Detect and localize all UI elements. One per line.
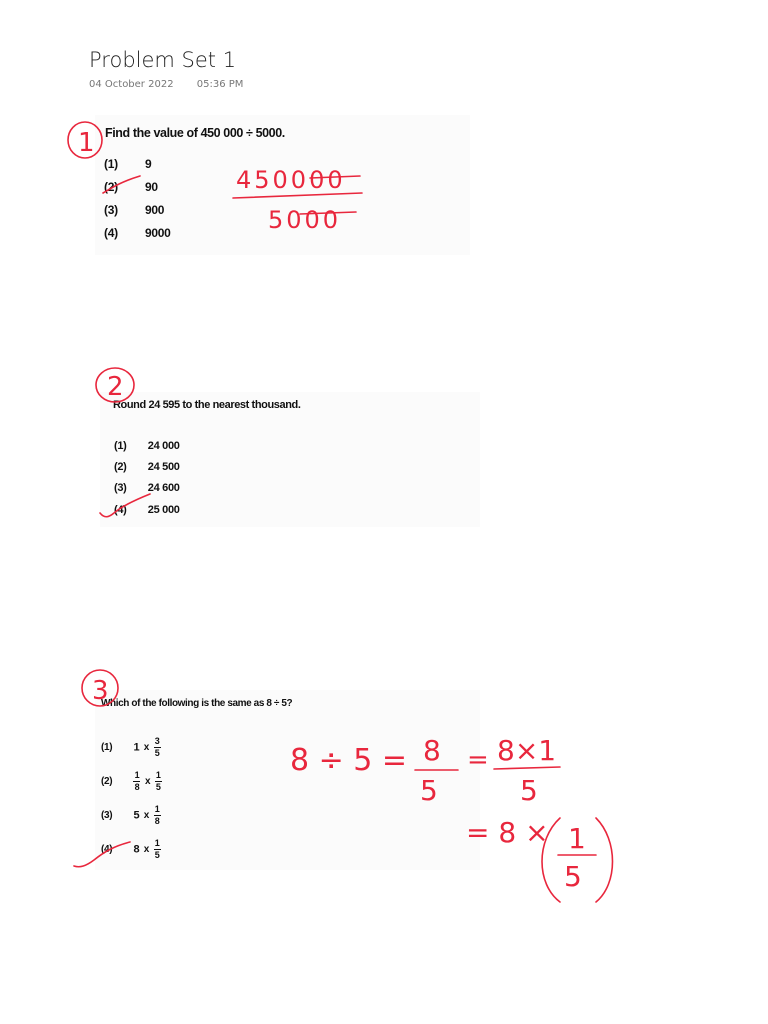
q3-working-frac3-den: 5 [564, 860, 582, 893]
q1-option-4-value: 9000 [145, 226, 171, 240]
q3-working-frac1-den: 5 [420, 774, 438, 807]
q3-working-left-paren [542, 818, 560, 902]
q2-option-2 [114, 461, 180, 473]
q3-option-2-fraction-b [155, 771, 162, 792]
q1-option-3 [104, 203, 164, 217]
q3-option-3 [101, 805, 161, 826]
q3-option-1-times: x [143, 742, 150, 753]
q3-option-4 [101, 839, 161, 860]
q3-option-4-den: 5 [154, 850, 160, 860]
q1-option-2 [104, 180, 158, 194]
q3-option-2-label: (2) [101, 776, 113, 787]
q1-working-numerator: 450000 [236, 166, 346, 194]
q3-option-4-times: x [143, 844, 150, 855]
q3-option-1-den: 5 [154, 748, 160, 758]
q3-option-1 [101, 737, 161, 758]
q1-option-3-label: (3) [104, 203, 118, 217]
q2-option-2-value: 24 500 [147, 461, 180, 473]
q3-option-2-fraction-a [133, 771, 140, 792]
q3-working-line1-left: 8 ÷ 5 = [290, 743, 408, 778]
q3-working-frac3-num: 1 [568, 822, 586, 855]
q1-number: 1 [78, 128, 95, 158]
page-time: 05:36 PM [196, 79, 244, 90]
q2-option-1-value: 24 000 [147, 440, 180, 452]
question-1-text: Find the value of 450 000 ÷ 5000. [105, 126, 285, 140]
q1-option-1-label: (1) [104, 157, 118, 171]
q2-option-1-label: (1) [114, 440, 127, 452]
q2-option-3 [114, 482, 180, 494]
q2-option-4-value: 25 000 [147, 504, 180, 516]
q1-option-3-value: 900 [145, 203, 165, 217]
q3-option-3-num: 1 [154, 804, 160, 814]
q3-option-3-label: (3) [101, 810, 113, 821]
q3-option-1-whole: 1 [133, 741, 140, 754]
q3-working-frac2-bar [494, 767, 560, 769]
q2-option-1 [114, 440, 180, 452]
q2-option-4 [114, 504, 180, 516]
page-date: 04 October 2022 [89, 79, 174, 90]
page-title: Problem Set 1 [89, 48, 237, 72]
question-3-text: Which of the following is the same as 8 ÷ 5? [101, 698, 293, 709]
q3-working-frac2-num: 8×1 [497, 734, 557, 767]
page-meta [89, 79, 243, 90]
q3-working-line2-prefix: = 8 × [466, 816, 549, 849]
q3-working-right-paren [596, 818, 613, 902]
q2-option-3-label: (3) [114, 482, 127, 494]
q1-option-2-value: 90 [145, 180, 158, 194]
q1-working-denominator: 5000 [268, 206, 342, 234]
q1-option-1 [104, 157, 151, 171]
q3-option-3-den: 8 [154, 816, 160, 826]
q2-option-4-label: (4) [114, 504, 127, 516]
q1-option-4 [104, 226, 171, 240]
q3-option-3-fraction [154, 805, 161, 826]
q3-working-frac2-den: 5 [520, 774, 538, 807]
q3-option-1-num: 3 [154, 736, 160, 746]
q3-option-2-a-num: 1 [134, 770, 140, 780]
q3-option-2 [101, 771, 162, 792]
q3-option-4-label: (4) [101, 844, 113, 855]
question-2-text: Round 24 595 to the nearest thousand. [113, 399, 301, 411]
q3-option-2-a-den: 8 [134, 782, 140, 792]
q3-option-2-den: 5 [155, 782, 161, 792]
q3-working-equals: = [467, 745, 489, 775]
q3-option-4-fraction [154, 839, 161, 860]
q2-number: 2 [107, 372, 124, 402]
q1-option-4-label: (4) [104, 226, 118, 240]
q2-option-2-label: (2) [114, 461, 127, 473]
q3-option-3-whole: 5 [133, 809, 140, 822]
q3-option-2-num: 1 [155, 770, 161, 780]
q3-number: 3 [92, 676, 109, 706]
q1-option-1-value: 9 [145, 157, 152, 171]
q3-option-4-num: 1 [154, 838, 160, 848]
q3-option-3-times: x [143, 810, 150, 821]
q3-option-2-times: x [144, 776, 151, 787]
q3-option-1-label: (1) [101, 742, 113, 753]
q3-option-4-whole: 8 [133, 843, 140, 856]
q3-working-frac1-num: 8 [423, 734, 441, 767]
q3-option-1-fraction [154, 737, 161, 758]
q2-option-3-value: 24 600 [147, 482, 180, 494]
q1-option-2-label: (2) [104, 180, 118, 194]
